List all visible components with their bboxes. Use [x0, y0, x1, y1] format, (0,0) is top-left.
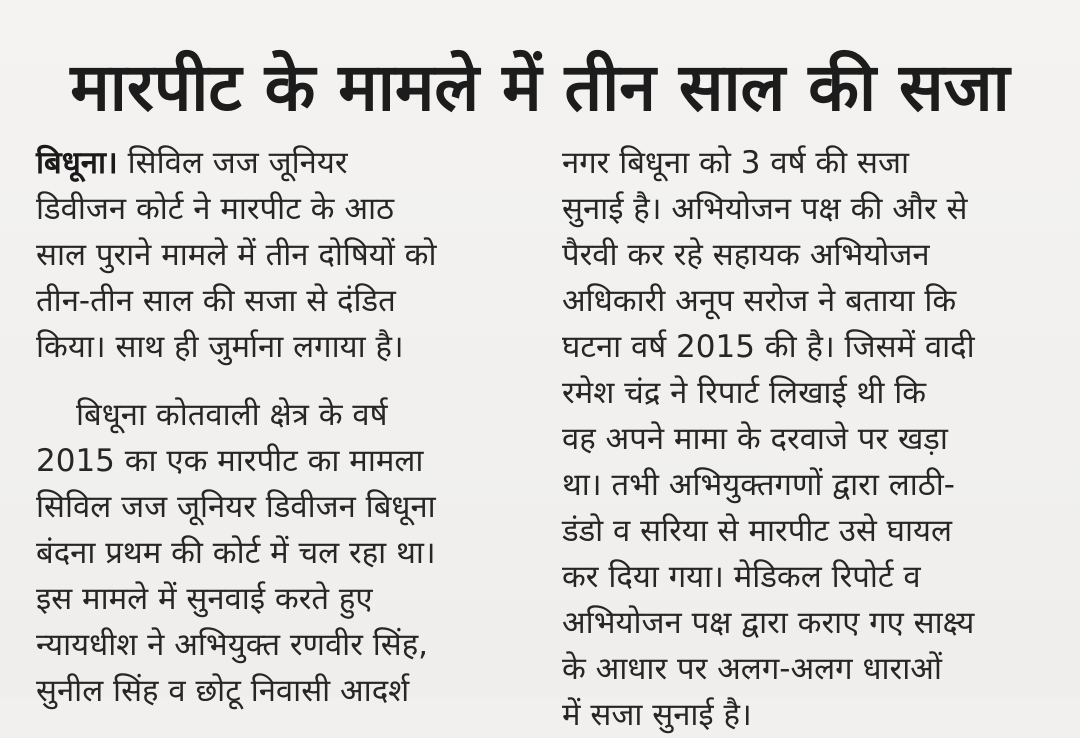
article-line: [36, 140, 526, 186]
article-line: न्यायधीश ने अभियुक्त रणवीर सिंह,: [36, 627, 429, 663]
article-line: सिविल जज जूनियर डिवीजन बिधूना: [36, 489, 436, 525]
article-line: तीन-तीन साल की सजा से दंडित: [36, 283, 396, 319]
article-line: डिवीजन कोर्ट ने मारपीट के आठ: [36, 191, 395, 227]
article-line: साल पुराने मामले में तीन दोषियों को: [36, 237, 437, 273]
article-line: सुनाई है। अभियोजन पक्ष की और से: [562, 191, 968, 227]
article-left-column: [36, 140, 526, 714]
dateline: बिधूना।: [36, 145, 118, 181]
article-line: 2015 का एक मारपीट का मामला: [36, 443, 424, 479]
article-line: सुनील सिंह व छोटू निवासी आदर्श: [36, 673, 410, 709]
article-line: इस मामले में सुनवाई करते हुए: [36, 581, 373, 617]
article-line: अभियोजन पक्ष द्वारा कराए गए साक्ष्य: [562, 605, 975, 641]
article-line: था। तभी अभियुक्तगणों द्वारा लाठी-: [562, 467, 955, 503]
article-line: में सजा सुनाई है।: [562, 697, 752, 733]
article-line: अधिकारी अनूप सरोज ने बताया कि: [562, 283, 957, 319]
article-line: वह अपने मामा के दरवाजे पर खड़ा: [562, 421, 948, 457]
article-right-column: [562, 140, 1052, 738]
article-line: बंदना प्रथम की कोर्ट में चल रहा था।: [36, 535, 436, 571]
article-line: नगर बिधूना को 3 वर्ष की सजा: [562, 145, 910, 181]
paragraph-gap: [36, 370, 526, 392]
article-line: कर दिया गया। मेडिकल रिपोर्ट व: [562, 559, 921, 595]
article-line: पैरवी कर रहे सहायक अभियोजन: [562, 237, 930, 273]
article-line: के आधार पर अलग-अलग धाराओं: [562, 651, 942, 687]
article-line: घटना वर्ष 2015 की है। जिसमें वादी: [562, 329, 975, 365]
article-headline: मारपीट के मामले में तीन साल की सजा: [70, 49, 1010, 126]
article-line-text: सिविल जज जूनियर: [117, 145, 348, 181]
article-line: रमेश चंद्र ने रिपार्ट लिखाई थी कि: [562, 375, 927, 411]
article-line: डंडो व सरिया से मारपीट उसे घायल: [562, 513, 952, 549]
article-line: बिधूना कोतवाली क्षेत्र के वर्ष: [76, 397, 388, 433]
article-line: किया। साथ ही जुर्माना लगाया है।: [36, 329, 404, 365]
